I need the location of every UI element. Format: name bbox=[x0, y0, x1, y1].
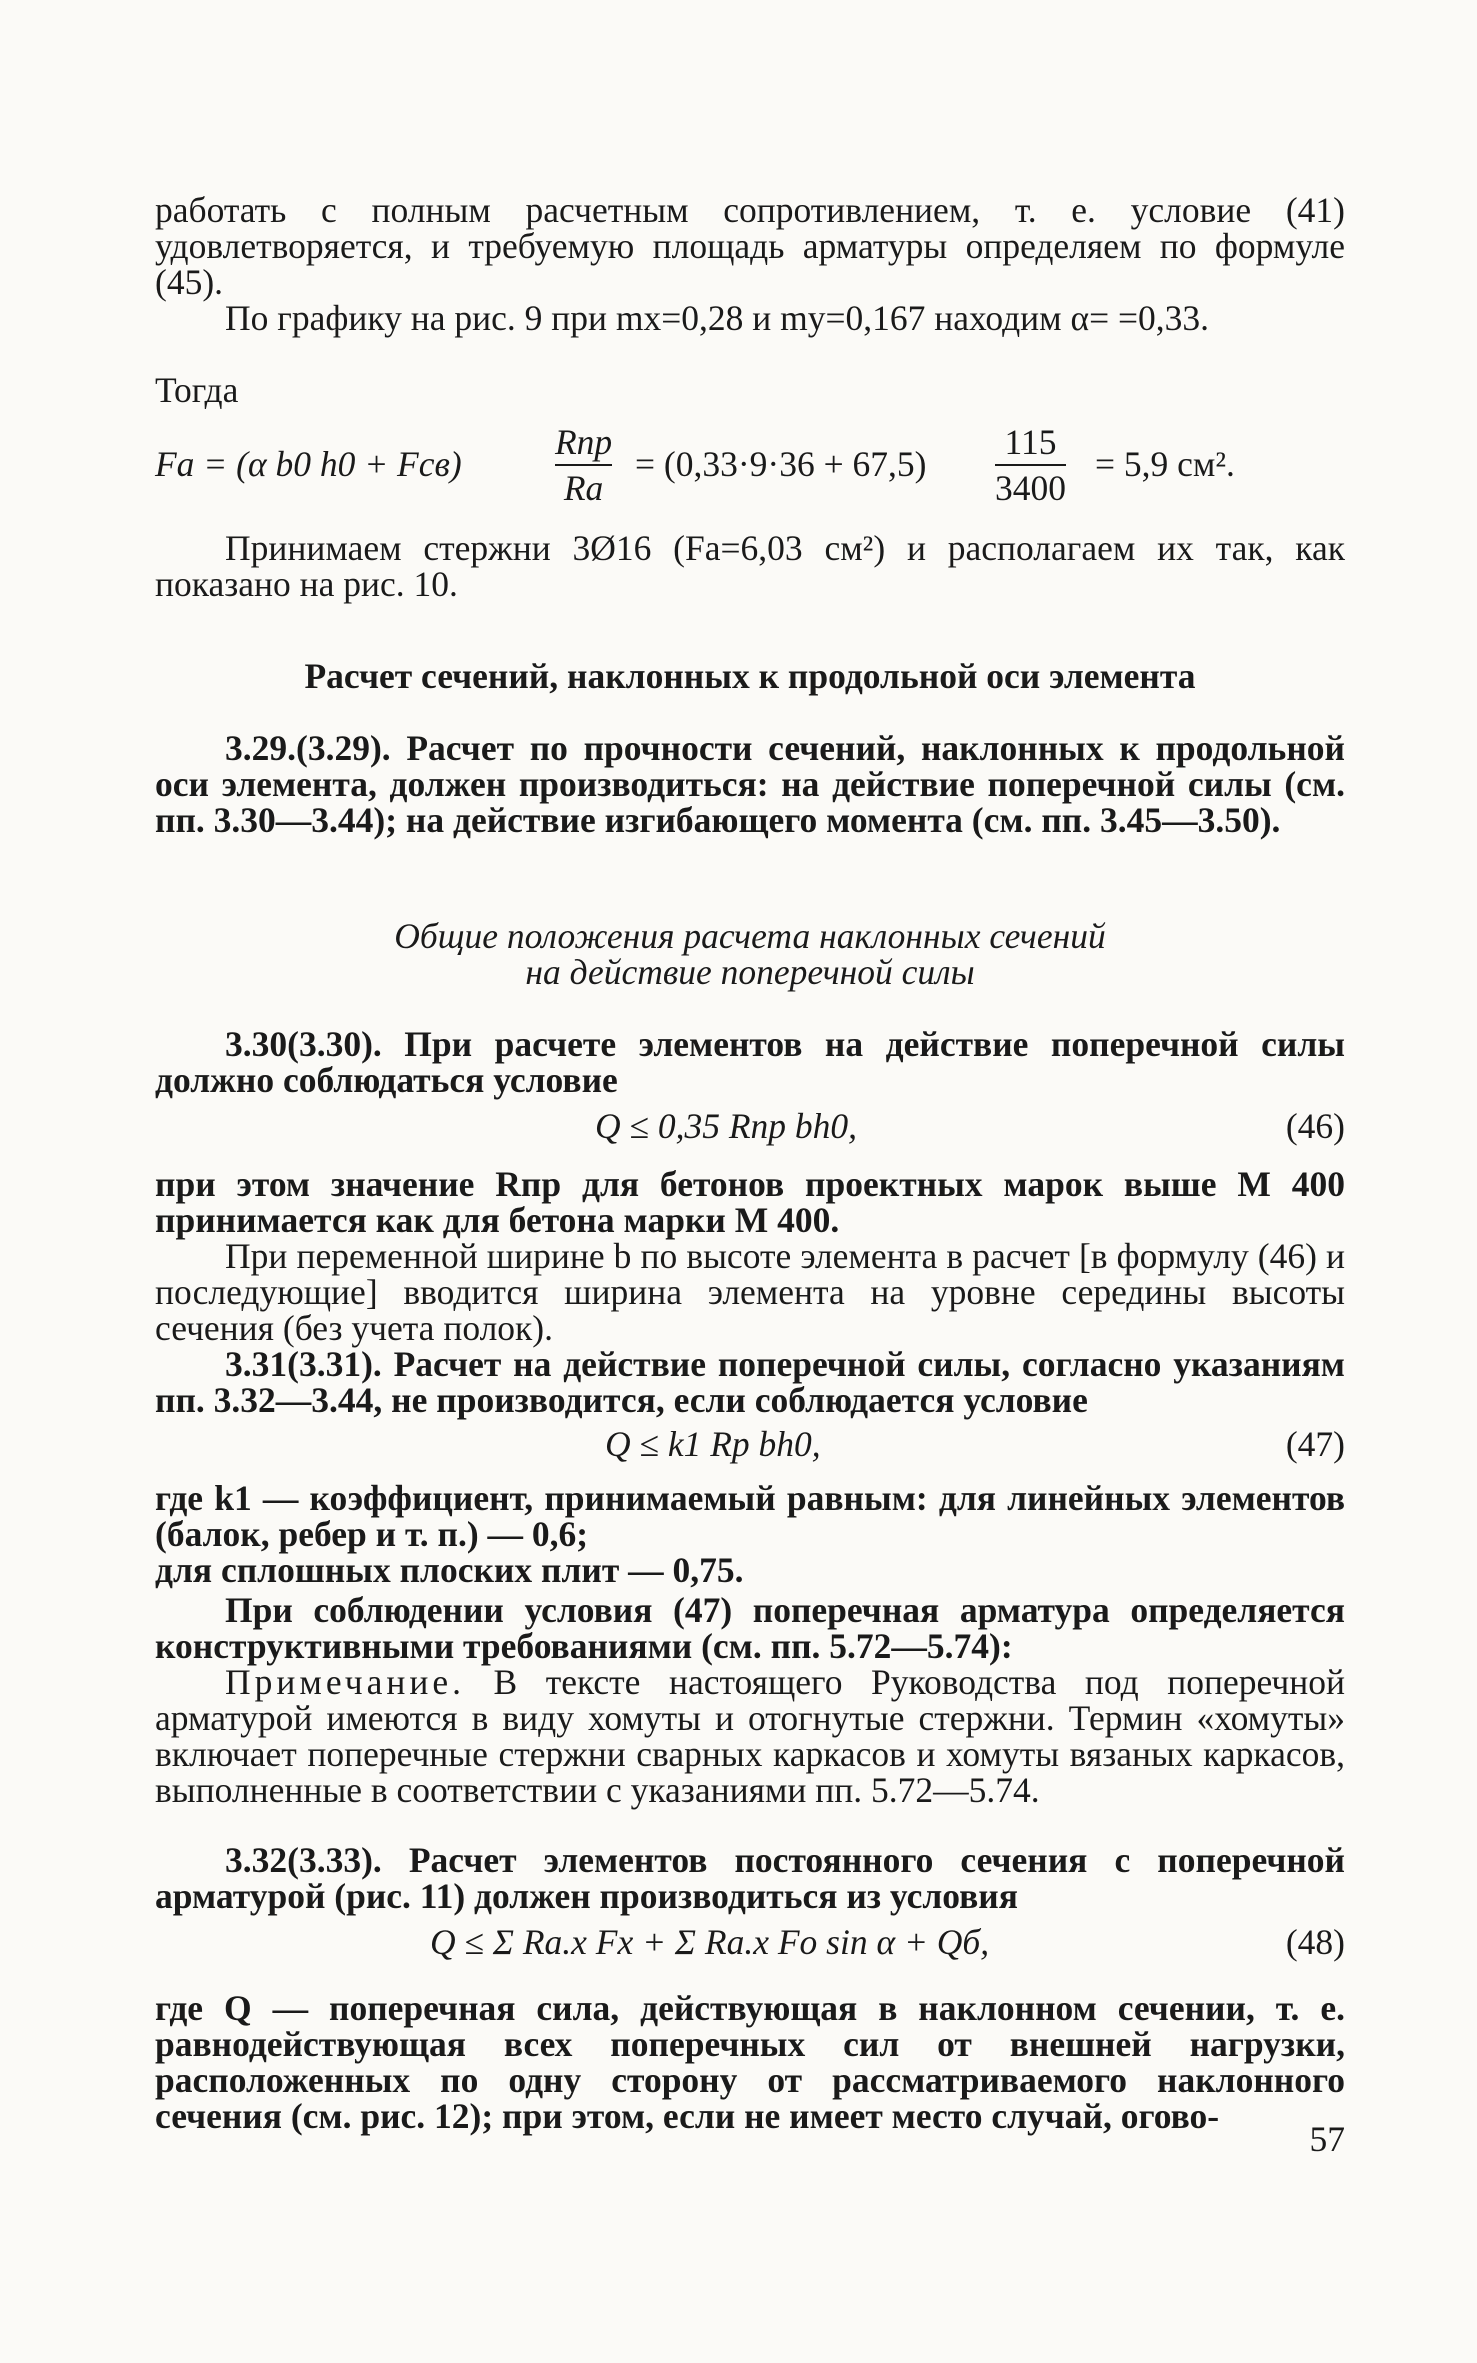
note-label: Примечание. bbox=[225, 1662, 465, 1702]
paragraph-q-definition: где Q — поперечная сила, действующая в наклонном сечении, т. е. равнодействующая всех поперечных сил от внешней нагрузки, расположенных по одну сторону от рассматриваемого наклонного сечения (см. рис. 12); при этом, если не имеет место случай, огово- bbox=[155, 1988, 1345, 2136]
fraction-115-3400 bbox=[995, 420, 1066, 510]
paragraph-3-30: 3.30(3.30). При расчете элементов на действие поперечной силы должно соблюдаться условие bbox=[155, 1024, 1345, 1100]
fraction-denominator: Rа bbox=[555, 464, 612, 510]
formula-fa bbox=[155, 420, 1345, 510]
paragraph-plates: для сплошных плоских плит — 0,75. bbox=[155, 1550, 744, 1590]
equation-47-formula: Q ≤ k1 Rр bh0, bbox=[605, 1424, 821, 1464]
formula-lhs: Fа = (α b0 h0 + Fсв) bbox=[155, 444, 462, 484]
equation-48-number: (48) bbox=[1285, 1922, 1345, 1962]
subsection-heading-line2: на действие поперечной силы bbox=[525, 952, 975, 992]
paragraph-3-32: 3.32(3.33). Расчет элементов постоянного сечения с поперечной арматурой (рис. 11) должен производиться из условия bbox=[155, 1840, 1345, 1916]
paragraph-rods: Принимаем стержни 3Ø16 (Fа=6,03 см²) и располагаем их так, как показано на рис. 10. bbox=[155, 528, 1345, 604]
section-heading: Расчет сечений, наклонных к продольной оси элемента bbox=[304, 656, 1196, 696]
page-number: 57 bbox=[1309, 2119, 1345, 2159]
paragraph-k1: где k1 — коэффициент, принимаемый равным: для линейных элементов (балок, ребер и т. п.) — 0,6; bbox=[155, 1478, 1345, 1554]
subsection-heading-line1: Общие положения расчета наклонных сечений bbox=[394, 916, 1106, 956]
equation-46-formula: Q ≤ 0,35 Rпр bh0, bbox=[595, 1106, 858, 1146]
fraction-denominator: 3400 bbox=[995, 464, 1066, 510]
paragraph-rpr-note: при этом значение Rпр для бетонов проектных марок выше М 400 принимается как для бетона марки М 400. bbox=[155, 1164, 1345, 1240]
paragraph-3-29: 3.29.(3.29). Расчет по прочности сечений, наклонных к продольной оси элемента, должен производиться: на действие поперечной силы (см. пп. 3.30—3.44); на действие изгибающего момента (см. пп. 3.45—3.50). bbox=[155, 728, 1345, 840]
paragraph-then: Тогда bbox=[155, 370, 239, 410]
equation-46-number: (46) bbox=[1285, 1106, 1345, 1146]
formula-rhs: = 5,9 см². bbox=[1095, 444, 1235, 484]
equation-47-number: (47) bbox=[1285, 1424, 1345, 1464]
fraction-numerator: Rпр bbox=[555, 422, 613, 462]
equation-47 bbox=[155, 1422, 1345, 1466]
paragraph-note bbox=[155, 1664, 1345, 1808]
paragraph-3-31: 3.31(3.31). Расчет на действие поперечной силы, согласно указаниям пп. 3.32—3.44, не производится, если соблюдается условие bbox=[155, 1344, 1345, 1420]
equation-48-formula: Q ≤ Σ Rа.х Fх + Σ Rа.х Fо sin α + Qб, bbox=[430, 1922, 990, 1962]
equation-48 bbox=[155, 1920, 1345, 1964]
fraction-rpr-ra bbox=[555, 420, 612, 510]
paragraph-graph: По графику на рис. 9 при mx=0,28 и my=0,167 находим α= =0,33. bbox=[225, 298, 1210, 338]
fraction-numerator: 115 bbox=[1004, 422, 1057, 462]
paragraph-intro: работать с полным расчетным сопротивлением, т. е. условие (41) удовлетворяется, и требуемую площадь арматуры определяем по формуле (45). bbox=[155, 190, 1345, 302]
paragraph-variable-width: При переменной ширине b по высоте элемента в расчет [в формулу (46) и последующие] вводится ширина элемента на уровне середины высоты сечения (без учета полок). bbox=[155, 1236, 1345, 1348]
formula-middle: = (0,33·9·36 + 67,5) bbox=[635, 444, 927, 484]
equation-46 bbox=[155, 1104, 1345, 1148]
paragraph-constructive: При соблюдении условия (47) поперечная арматура определяется конструктивными требованиями (см. пп. 5.72—5.74): bbox=[155, 1590, 1345, 1666]
note-text: В тексте настоящего Руководства под поперечной арматурой имеются в виду хомуты и отогнутые стержни. Термин «хомуты» включает поперечные стержни сварных каркасов и хомуты вязаных каркасов, выполненные в соответствии с указаниями пп. 5.72—5.74. bbox=[155, 1662, 1345, 1810]
